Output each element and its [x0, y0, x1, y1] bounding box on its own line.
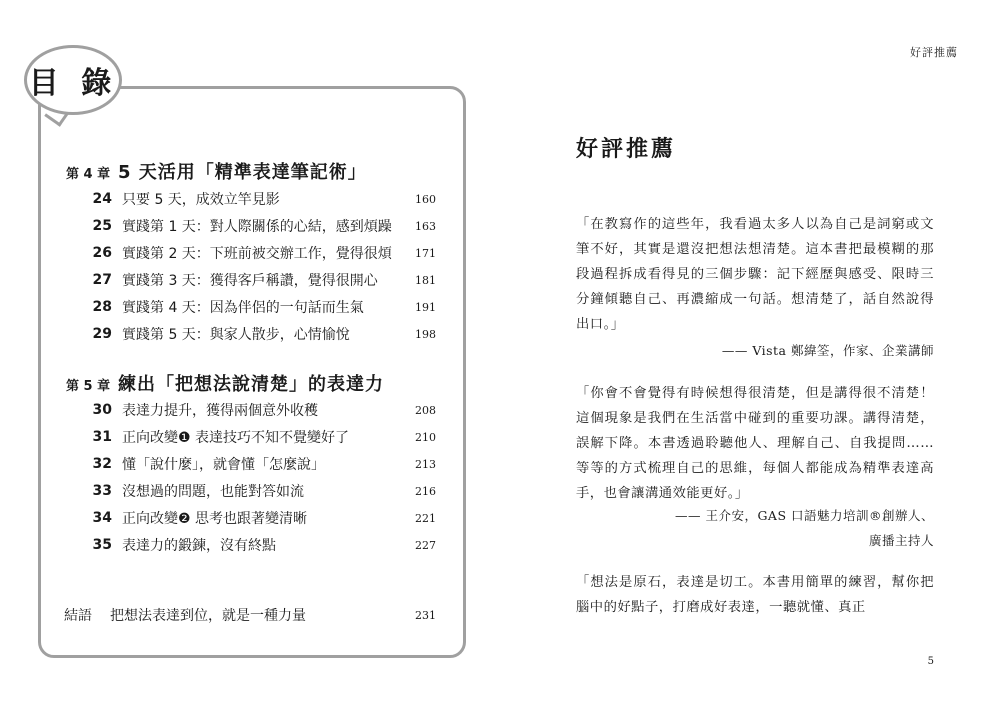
chapter-4-heading — [66, 158, 367, 184]
toc-item-number: 29 — [92, 326, 112, 342]
toc-label: 目 錄 — [24, 45, 122, 115]
attribution-line: —— 王介安，GAS 口語魅力培訓®創辦人、 — [674, 508, 934, 523]
toc-item-title: 實踐第 1 天：對人際關係的心結，感到煩躁 — [122, 219, 392, 235]
chapter-number: 第 5 章 — [66, 379, 111, 394]
toc-item-page: 210 — [415, 430, 436, 444]
toc-item-number: 31 — [92, 429, 112, 445]
toc-item-number: 28 — [92, 299, 112, 315]
chapter-5-heading — [66, 370, 384, 396]
quote-2-attribution — [675, 503, 934, 553]
ending-title: 把想法表達到位，就是一種力量 — [110, 608, 306, 624]
toc-ending-row — [64, 604, 436, 626]
toc-item-number: 24 — [92, 191, 112, 207]
toc-item-page: 171 — [415, 246, 436, 260]
toc-item-page: 160 — [415, 192, 436, 206]
attribution-line: 廣播主持人 — [868, 533, 934, 548]
toc-item-title: 只要 5 天，成效立竿見影 — [122, 192, 280, 208]
quote-1-attribution — [722, 338, 934, 363]
toc-item-page: 221 — [415, 511, 436, 525]
toc-row — [86, 323, 436, 345]
toc-item-title: 實踐第 2 天：下班前被交辦工作，覺得很煩 — [122, 246, 392, 262]
running-head: 好評推薦 — [910, 46, 958, 59]
toc-item-title: 實踐第 3 天：獲得客戶稱讚，覺得很開心 — [122, 273, 378, 289]
toc-row — [86, 507, 436, 529]
toc-row — [86, 269, 436, 291]
toc-row — [86, 426, 436, 448]
chapter-title: 5 天活用「精準表達筆記術」 — [118, 162, 367, 183]
toc-item-page: 198 — [415, 327, 436, 341]
ending-label: 結語 — [64, 608, 92, 624]
toc-item-title: 表達力的鍛鍊，沒有終點 — [122, 538, 276, 554]
toc-item-title: 正向改變❶ 表達技巧不知不覺變好了 — [122, 430, 350, 446]
right-page — [500, 0, 1000, 709]
page-number: 5 — [927, 656, 934, 667]
quote-1: 「在教寫作的這些年，我看過太多人以為自己是詞窮或文筆不好，其實是還沒把想法想清楚。這本書把最模糊的那段過程拆成看得見的三個步驟：記下經歷與感受、限時三分鐘傾聽自己、再濃縮成一句話。想清楚了，話自然說得出口。」 — [576, 217, 934, 332]
toc-item-number: 26 — [92, 245, 112, 261]
toc-item-number: 35 — [92, 537, 112, 553]
attribution-line: —— Vista 鄭緯筌，作家、企業講師 — [721, 343, 934, 358]
toc-row — [86, 453, 436, 475]
toc-item-title: 正向改變❷ 思考也跟著變清晰 — [122, 511, 308, 527]
toc-item-page: 163 — [415, 219, 436, 233]
toc-row — [86, 399, 436, 421]
section-title: 好評推薦 — [576, 136, 677, 162]
toc-item-page: 227 — [415, 538, 436, 552]
toc-item-title: 懂「說什麼」，就會懂「怎麼說」 — [122, 457, 325, 473]
toc-row — [86, 242, 436, 264]
toc-item-title: 實踐第 5 天：與家人散步，心情愉悅 — [122, 327, 350, 343]
quote-3: 「想法是原石，表達是切工。本書用簡單的練習，幫你把腦中的好點子，打磨成好表達，一聽就懂、真正 — [576, 575, 934, 615]
toc-row — [86, 188, 436, 210]
toc-item-number: 25 — [92, 218, 112, 234]
toc-item-page: 208 — [415, 403, 436, 417]
chapter-title: 練出「把想法說清楚」的表達力 — [118, 374, 384, 395]
toc-item-title: 沒想過的問題，也能對答如流 — [122, 484, 304, 500]
toc-item-number: 34 — [92, 510, 112, 526]
toc-row — [86, 215, 436, 237]
toc-item-title: 表達力提升，獲得兩個意外收穫 — [122, 403, 318, 419]
chapter-number: 第 4 章 — [66, 167, 111, 182]
toc-item-page: 191 — [415, 300, 436, 314]
ending-page: 231 — [415, 608, 436, 622]
toc-item-number: 32 — [92, 456, 112, 472]
toc-item-page: 213 — [415, 457, 436, 471]
quote-2: 「你會不會覺得有時候想得很清楚，但是講得很不清楚！這個現象是我們在生活當中碰到的重要功課。講得清楚，誤解下降。本書透過聆聽他人、理解自己、自我提問……等等的方式梳理自己的思維，每個人都能成為精準表達高手，也會讓溝通效能更好。」 — [576, 386, 934, 501]
toc-item-page: 181 — [415, 273, 436, 287]
toc-item-page: 216 — [415, 484, 436, 498]
toc-item-title: 實踐第 4 天：因為伴侶的一句話而生氣 — [122, 300, 364, 316]
toc-item-number: 27 — [92, 272, 112, 288]
toc-row — [86, 534, 436, 556]
toc-row — [86, 480, 436, 502]
toc-item-number: 33 — [92, 483, 112, 499]
toc-row — [86, 296, 436, 318]
toc-item-number: 30 — [92, 402, 112, 418]
